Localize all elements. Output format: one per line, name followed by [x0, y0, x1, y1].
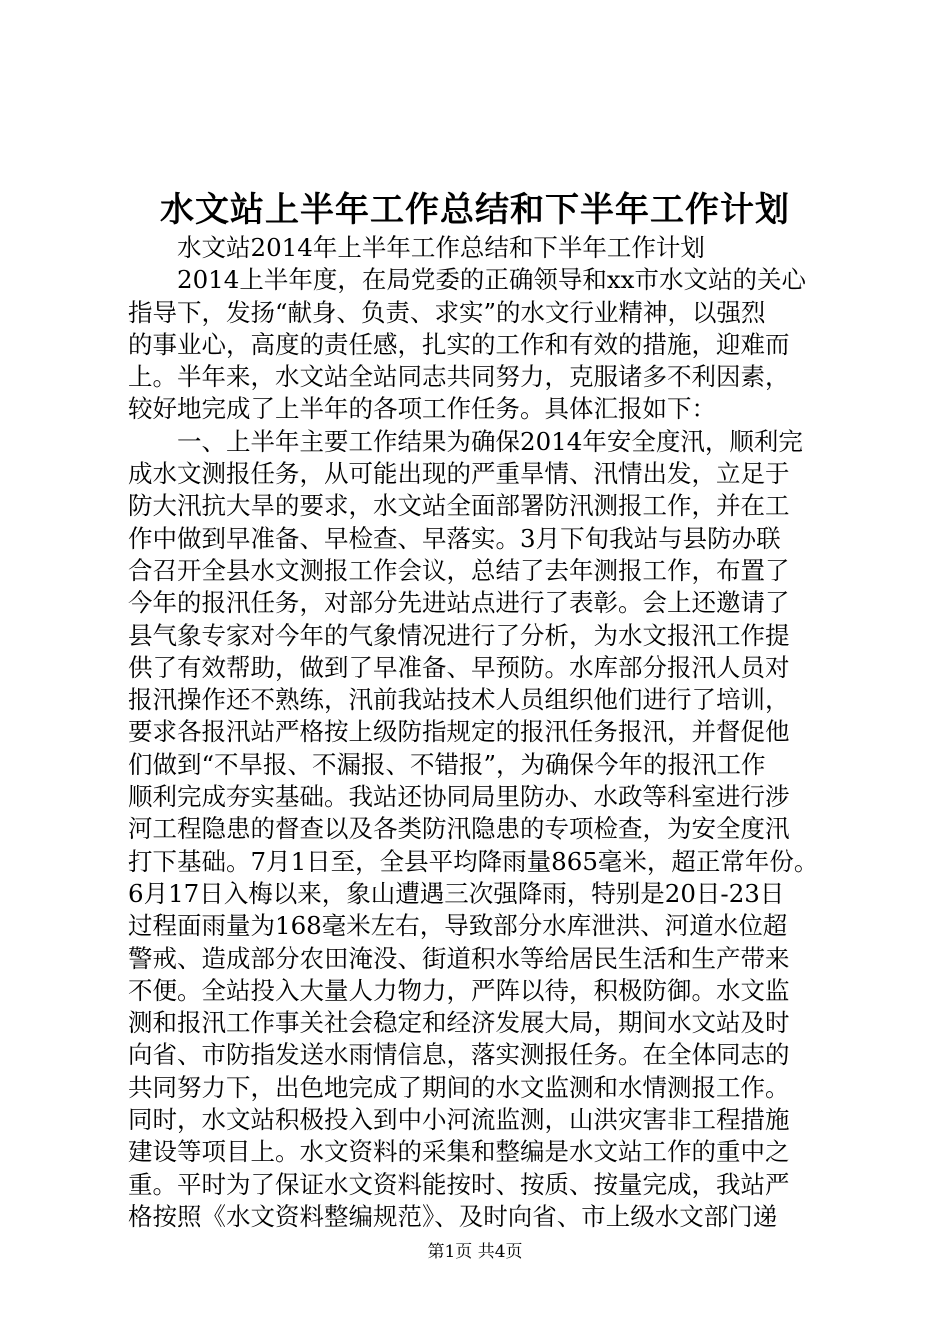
paragraph-line: 成水文测报任务，从可能出现的严重旱情、汛情出发，立足于	[128, 459, 790, 489]
paragraph-line: 今年的报汛任务，对部分先进站点进行了表彰。会上还邀请了	[128, 588, 790, 618]
paragraph-line: 们做到“不旱报、不漏报、不错报”，为确保今年的报汛工作	[128, 749, 766, 779]
paragraph-line: 供了有效帮助，做到了早准备、早预防。水库部分报汛人员对	[128, 652, 790, 682]
paragraph-line: 要求各报汛站严格按上级防指规定的报汛任务报汛，并督促他	[128, 717, 790, 747]
paragraph-line: 警戒、造成部分农田淹没、街道积水等给居民生活和生产带来	[128, 943, 790, 973]
document-body	[128, 232, 828, 1233]
paragraph-line: 河工程隐患的督查以及各类防汛隐患的专项检查，为安全度汛	[128, 814, 790, 844]
paragraph-line: 向省、市防指发送水雨情信息，落实测报任务。在全体同志的	[128, 1040, 790, 1070]
paragraph-line: 合召开全县水文测报工作会议，总结了去年测报工作，布置了	[128, 555, 790, 585]
paragraph-line: 过程面雨量为168毫米左右，导致部分水库泄洪、河道水位超	[128, 911, 788, 941]
paragraph-line: 作中做到早准备、早检查、早落实。3月下旬我站与县防办联	[128, 523, 781, 553]
paragraph-line: 的事业心，高度的责任感，扎实的工作和有效的措施，迎难而	[128, 329, 790, 359]
paragraph-line: 共同努力下，出色地完成了期间的水文监测和水情测报工作。	[128, 1072, 790, 1102]
paragraph-line: 建设等项目上。水文资料的采集和整编是水文站工作的重中之	[128, 1137, 790, 1167]
paragraph-line: 同时，水文站积极投入到中小河流监测，山洪灾害非工程措施	[128, 1105, 790, 1135]
paragraph-line: 县气象专家对今年的气象情况进行了分析，为水文报汛工作提	[128, 620, 790, 650]
paragraph-line: 防大汛抗大旱的要求，水文站全面部署防汛测报工作，并在工	[128, 491, 790, 521]
paragraph-line: 报汛操作还不熟练，汛前我站技术人员组织他们进行了培训，	[128, 685, 790, 715]
paragraph-line: 格按照《水文资料整编规范》、及时向省、市上级水文部门递	[128, 1201, 778, 1231]
page-number-footer: 第1页 共4页	[427, 1242, 523, 1262]
paragraph-line: 较好地完成了上半年的各项工作任务。具体汇报如下：	[128, 394, 716, 424]
paragraph-line: 指导下，发扬“献身、负责、求实”的水文行业精神，以强烈	[128, 297, 766, 327]
paragraph-line: 6月17日入梅以来，象山遭遇三次强降雨，特别是20日-23日	[128, 878, 785, 908]
paragraph-line: 上。半年来，水文站全站同志共同努力，克服诸多不利因素，	[128, 362, 790, 392]
document-title: 水文站上半年工作总结和下半年工作计划	[160, 190, 790, 230]
paragraph-line: 重。平时为了保证水文资料能按时、按质、按量完成，我站严	[128, 1169, 790, 1199]
paragraph-line: 不便。全站投入大量人力物力，严阵以待，积极防御。水文监	[128, 975, 790, 1005]
subtitle-line: 水文站2014年上半年工作总结和下半年工作计划	[177, 233, 705, 262]
paragraph-line: 2014上半年度，在局党委的正确领导和xx市水文站的关心	[177, 265, 806, 295]
paragraph-line: 测和报汛工作事关社会稳定和经济发展大局，期间水文站及时	[128, 1008, 790, 1038]
paragraph-line: 顺利完成夯实基础。我站还协同局里防办、水政等科室进行涉	[128, 782, 790, 812]
paragraph-line: 一、上半年主要工作结果为确保2014年安全度汛，顺利完	[177, 426, 803, 456]
paragraph-line: 打下基础。7月1日至，全县平均降雨量865毫米，超正常年份。	[128, 846, 819, 876]
